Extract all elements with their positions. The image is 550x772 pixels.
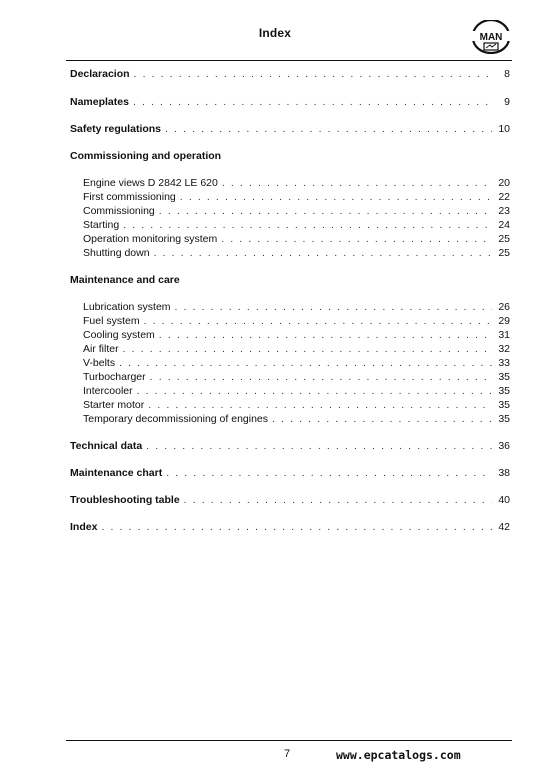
toc-entry-label: Starter motor — [83, 399, 145, 411]
toc-entry-index[interactable] — [70, 521, 510, 534]
toc-page-number: 29 — [498, 315, 510, 327]
toc-subentry[interactable] — [83, 371, 510, 384]
dot-leader — [133, 385, 492, 398]
toc-subentry[interactable] — [83, 301, 510, 314]
toc-page-number: 24 — [498, 219, 510, 231]
toc-entry-label: Engine views D 2842 LE 620 — [83, 177, 218, 189]
dot-leader — [119, 343, 492, 356]
dot-leader — [218, 177, 492, 190]
toc-subentry[interactable] — [83, 329, 510, 342]
toc-entry-declaracion[interactable] — [70, 68, 510, 81]
toc-subentry[interactable] — [83, 205, 510, 218]
toc-page-number: 42 — [498, 521, 510, 533]
toc-subentry[interactable] — [83, 233, 510, 246]
dot-leader — [161, 123, 492, 136]
toc-subentry[interactable] — [83, 399, 510, 412]
toc-page-number: 25 — [498, 233, 510, 245]
toc-entry-label: Nameplates — [70, 96, 129, 108]
dot-leader — [176, 191, 492, 204]
toc-entry-label: Index — [70, 521, 98, 533]
toc-entry-troubleshooting-table[interactable] — [70, 494, 510, 507]
toc-page-number: 23 — [498, 205, 510, 217]
toc-page-number: 9 — [504, 96, 510, 108]
toc-entry-label: Safety regulations — [70, 123, 162, 135]
dot-leader — [268, 413, 492, 426]
toc-entry-label: Maintenance chart — [70, 467, 163, 479]
header-rule — [66, 60, 512, 61]
toc-subentry[interactable] — [83, 385, 510, 398]
toc-entry-label: Lubrication system — [83, 301, 171, 313]
man-logo — [470, 20, 512, 54]
toc-page-number: 32 — [498, 343, 510, 355]
footer-rule — [66, 740, 512, 741]
toc-page-number: 35 — [498, 413, 510, 425]
section-heading-maintenance: Maintenance and care — [70, 274, 180, 286]
toc-page-number: 33 — [498, 357, 510, 369]
svg-text:MAN: MAN — [479, 32, 503, 43]
toc-entry-label: Shutting down — [83, 247, 150, 259]
toc-subentry[interactable] — [83, 247, 510, 260]
dot-leader — [171, 301, 492, 314]
toc-entry-label: Starting — [83, 219, 120, 231]
toc-entry-label: Air filter — [83, 343, 119, 355]
dot-leader — [130, 68, 492, 81]
page-title: Index — [258, 26, 292, 40]
toc-page-number: 10 — [498, 123, 510, 135]
toc-entry-nameplates[interactable] — [70, 96, 510, 109]
toc-entry-label: Intercooler — [83, 385, 133, 397]
toc-entry-safety-regulations[interactable] — [70, 123, 510, 136]
toc-entry-label: Troubleshooting table — [70, 494, 180, 506]
toc-entry-label: Operation monitoring system — [83, 233, 218, 245]
toc-subentry[interactable] — [83, 219, 510, 232]
toc-entry-label: Cooling system — [83, 329, 155, 341]
toc-page-number: 40 — [498, 494, 510, 506]
toc-page-number: 22 — [498, 191, 510, 203]
dot-leader — [129, 96, 492, 109]
toc-page-number: 25 — [498, 247, 510, 259]
toc-entry-label: Commissioning — [83, 205, 155, 217]
toc-page-number: 8 — [504, 68, 510, 80]
toc-page-number: 31 — [498, 329, 510, 341]
toc-entry-label: Turbocharger — [83, 371, 146, 383]
toc-entry-technical-data[interactable] — [70, 440, 510, 453]
dot-leader — [119, 219, 492, 232]
dot-leader — [150, 247, 492, 260]
toc-entry-label: Declaracion — [70, 68, 130, 80]
section-heading-commissioning: Commissioning and operation — [70, 150, 222, 162]
dot-leader — [142, 440, 492, 453]
page-number: 7 — [284, 748, 291, 760]
dot-leader — [155, 205, 492, 218]
toc-subentry[interactable] — [83, 191, 510, 204]
dot-leader — [162, 467, 492, 480]
toc-entry-label: First commissioning — [83, 191, 176, 203]
dot-leader — [97, 521, 492, 534]
dot-leader — [144, 399, 492, 412]
toc-subentry[interactable] — [83, 343, 510, 356]
toc-entry-label: Fuel system — [83, 315, 140, 327]
toc-subentry[interactable] — [83, 177, 510, 190]
toc-subentry[interactable] — [83, 357, 510, 370]
watermark: www.epcatalogs.com — [336, 748, 461, 762]
toc-page-number: 35 — [498, 399, 510, 411]
dot-leader — [180, 494, 492, 507]
dot-leader — [140, 315, 492, 328]
dot-leader — [146, 371, 492, 384]
dot-leader — [155, 329, 492, 342]
toc-page-number: 35 — [498, 385, 510, 397]
toc-entry-label: Temporary decommissioning of engines — [83, 413, 269, 425]
toc-page-number: 26 — [498, 301, 510, 313]
toc-page-number: 38 — [498, 467, 510, 479]
dot-leader — [217, 233, 492, 246]
toc-entry-label: V-belts — [83, 357, 116, 369]
toc-entry-maintenance-chart[interactable] — [70, 467, 510, 480]
toc-entry-label: Technical data — [70, 440, 143, 452]
toc-subentry[interactable] — [83, 413, 510, 426]
toc-subentry[interactable] — [83, 315, 510, 328]
toc-page-number: 35 — [498, 371, 510, 383]
toc-page-number: 20 — [498, 177, 510, 189]
toc-page-number: 36 — [498, 440, 510, 452]
dot-leader — [115, 357, 492, 370]
